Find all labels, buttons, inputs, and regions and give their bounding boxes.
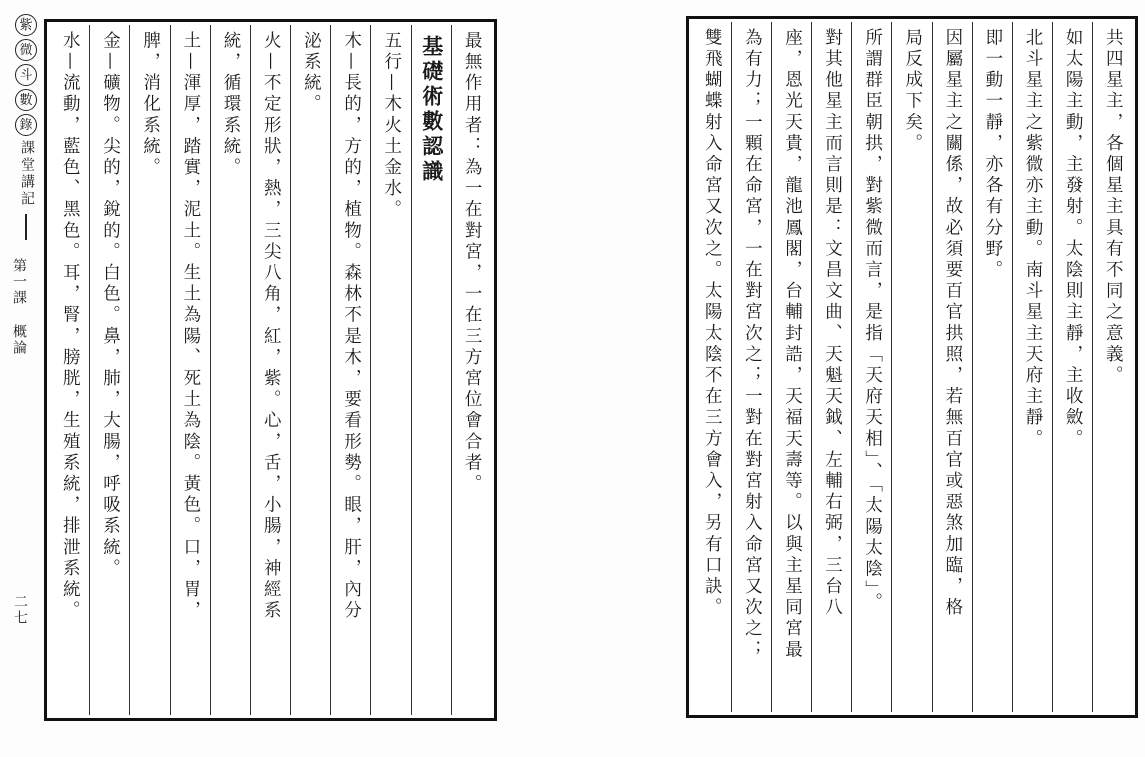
text-column <box>171 25 211 715</box>
right-page <box>686 16 1138 718</box>
page-number: 二七 <box>12 594 28 626</box>
column-text: 泌系統。 <box>301 31 322 116</box>
text-column <box>412 25 452 715</box>
series-char: 數 <box>15 89 37 111</box>
right-columns <box>692 22 1132 712</box>
column-text: 即一動一靜，亦各有分野。 <box>982 28 1003 282</box>
text-column <box>371 25 411 715</box>
text-column <box>211 25 251 715</box>
text-column <box>130 25 170 715</box>
text-column <box>892 22 932 712</box>
chapter-topic: 概論 <box>11 324 27 356</box>
text-column <box>50 25 90 715</box>
column-text: 木—長的，方的，植物。森林不是木，要看形勢。眼，肝，內分 <box>341 31 362 622</box>
column-text: 金—礦物。尖的，銳的。白色。鼻，肺，大腸，呼吸系統。 <box>100 31 121 580</box>
column-text: 火—不定形狀，熱，三尖八角，紅，紫。心，舌，小腸，神經系 <box>261 31 282 622</box>
chapter-tag <box>6 258 32 356</box>
series-circled-title <box>8 14 44 136</box>
text-column <box>90 25 130 715</box>
column-text: 北斗星主之紫微亦主動。南斗星主天府主靜。 <box>1023 28 1044 450</box>
series-subtitle: 課堂講記 <box>19 140 35 208</box>
text-column <box>852 22 892 712</box>
column-text: 脾，消化系統。 <box>140 31 161 179</box>
column-text: 所謂群臣朝拱，對紫微而言，是指「天府天相」、「太陽太陰」。 <box>862 28 883 614</box>
text-column <box>331 25 371 715</box>
column-text: 水—流動，藍色、黑色。耳，腎，膀胱，生殖系統，排泄系統。 <box>60 31 81 622</box>
text-column <box>812 22 852 712</box>
text-column <box>1093 22 1132 712</box>
chapter-lesson: 第一課 <box>11 258 27 306</box>
series-char: 紫 <box>15 14 37 36</box>
column-text: 如太陽主動，主發射。太陰則主靜，主收斂。 <box>1063 28 1084 450</box>
column-text: 座，恩光天貴，龍池鳳閣，台輔封誥，天福天壽等。以與主星同宮最 <box>782 28 803 661</box>
text-column <box>692 22 732 712</box>
series-char: 錄 <box>15 114 37 136</box>
column-text: 為有力；一顆在命宮，一在對宮次之；一對在對宮射入命宮又次之； <box>742 28 763 661</box>
column-text: 對其他星主而言則是：文昌文曲、天魁天鉞、左輔右弼，三台八 <box>822 28 843 619</box>
column-text: 因屬星主之關係，故必須要百官拱照，若無百官或惡煞加臨，格 <box>942 28 963 619</box>
text-column <box>973 22 1013 712</box>
text-column <box>251 25 291 715</box>
column-text: 五行—木火土金水。 <box>381 31 402 221</box>
column-text: 最無作用者：為一在對宮，一在三方宮位會合者。 <box>462 31 483 496</box>
series-char: 微 <box>15 39 37 61</box>
column-text: 共四星主，各個星主具有不同之意義。 <box>1103 28 1124 387</box>
text-column <box>1053 22 1093 712</box>
left-page <box>44 19 497 721</box>
column-text: 雙飛蝴蝶射入命宮又次之。太陽太陰不在三方會入，另有口訣。 <box>702 28 723 619</box>
text-column <box>732 22 772 712</box>
column-text: 局反成下矣。 <box>902 28 923 155</box>
series-char: 斗 <box>15 64 37 86</box>
left-columns <box>50 25 491 715</box>
text-column <box>291 25 331 715</box>
rail-divider <box>25 214 27 240</box>
column-text: 統，循環系統。 <box>221 31 242 179</box>
text-column <box>1013 22 1053 712</box>
text-column <box>772 22 812 712</box>
column-text: 土—渾厚，踏實，泥土。生土為陽、死土為陰。黃色。口，胃， <box>180 31 201 622</box>
section-heading: 基礎術數認識 <box>419 35 444 185</box>
text-column <box>452 25 491 715</box>
text-column <box>933 22 973 712</box>
